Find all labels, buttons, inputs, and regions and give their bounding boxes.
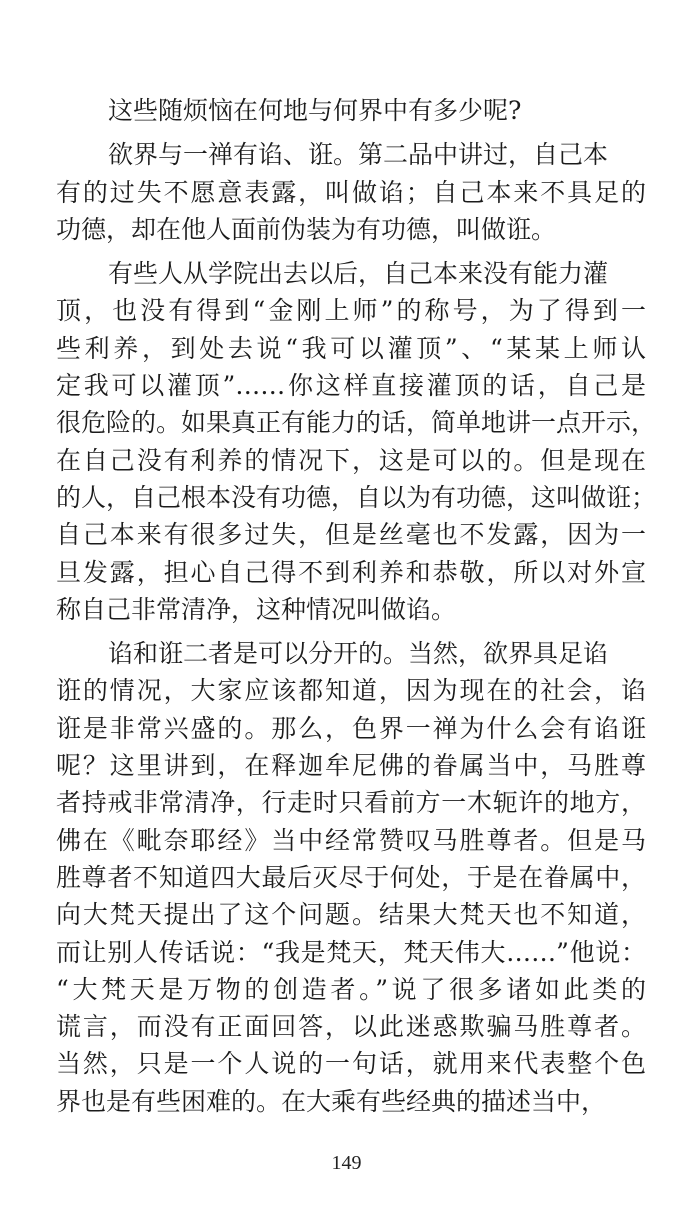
text-line: 旦发露，担心自己得不到利养和恭敬，所以对外宣 — [56, 557, 646, 587]
text-line: 佛在《毗奈耶经》当中经常赞叹马胜尊者。但是马 — [56, 825, 646, 855]
text-line: “大梵天是万物的创造者。”说了很多诸如此类的 — [56, 974, 646, 1004]
text-line: 向大梵天提出了这个问题。结果大梵天也不知道， — [56, 900, 646, 930]
paragraph — [56, 635, 646, 1120]
text-line: 谄和诳二者是可以分开的。当然，欲界具足谄 — [108, 639, 609, 669]
text-line: 些利养，到处去说“我可以灌顶”、“某某上师认 — [56, 333, 646, 363]
text-line: 诳的情况，大家应该都知道，因为现在的社会，谄 — [56, 676, 646, 706]
text-line: 的人，自己根本没有功德，自以为有功德，这叫做诳； — [56, 482, 657, 512]
text-line: 称自己非常清净，这种情况叫做谄。 — [56, 594, 457, 624]
text-line: 定我可以灌顶”……你这样直接灌顶的话，自己是 — [56, 371, 646, 401]
text-line: 功德，却在他人面前伪装为有功德，叫做诳。 — [56, 214, 557, 244]
text-line: 顶，也没有得到“金刚上师”的称号，为了得到一 — [56, 296, 646, 326]
text-line: 界也是有些困难的。在大乘有些经典的描述当中， — [56, 1086, 607, 1116]
text-line: 者持戒非常清净，行走时只看前方一木轭许的地方， — [56, 788, 646, 818]
text-line: 在自己没有利养的情况下，这是可以的。但是现在 — [56, 445, 646, 475]
text-line: 欲界与一禅有谄、诳。第二品中讲过，自己本 — [108, 140, 609, 170]
text-line: 当然，只是一个人说的一句话，就用来代表整个色 — [56, 1049, 646, 1079]
paragraph — [56, 92, 646, 129]
text-line: 胜尊者不知道四大最后灭尽于何处，于是在眷属中， — [56, 862, 646, 892]
text-line: 诳是非常兴盛的。那么，色界一禅为什么会有谄诳 — [56, 713, 646, 743]
page-number: 149 — [331, 1152, 362, 1174]
text-line: 自己本来有很多过失，但是丝毫也不发露，因为一 — [56, 520, 646, 550]
text-line: 有的过失不愿意表露，叫做谄；自己本来不具足的 — [56, 177, 646, 207]
paragraph — [56, 136, 646, 248]
text-line: 这些随烦恼在何地与何界中有多少呢? — [108, 96, 522, 125]
text-line: 而让别人传话说：“我是梵天，梵天伟大……”他说： — [56, 937, 646, 967]
text-line: 谎言，而没有正面回答，以此迷惑欺骗马胜尊者。 — [56, 1012, 646, 1042]
text-line: 呢？这里讲到，在释迦牟尼佛的眷属当中，马胜尊 — [56, 751, 646, 781]
body-text — [56, 92, 657, 1120]
text-line: 很危险的。如果真正有能力的话，简单地讲一点开示， — [56, 408, 657, 438]
text-line: 有些人从学院出去以后，自己本来没有能力灌 — [108, 259, 609, 289]
paragraph — [56, 255, 657, 628]
